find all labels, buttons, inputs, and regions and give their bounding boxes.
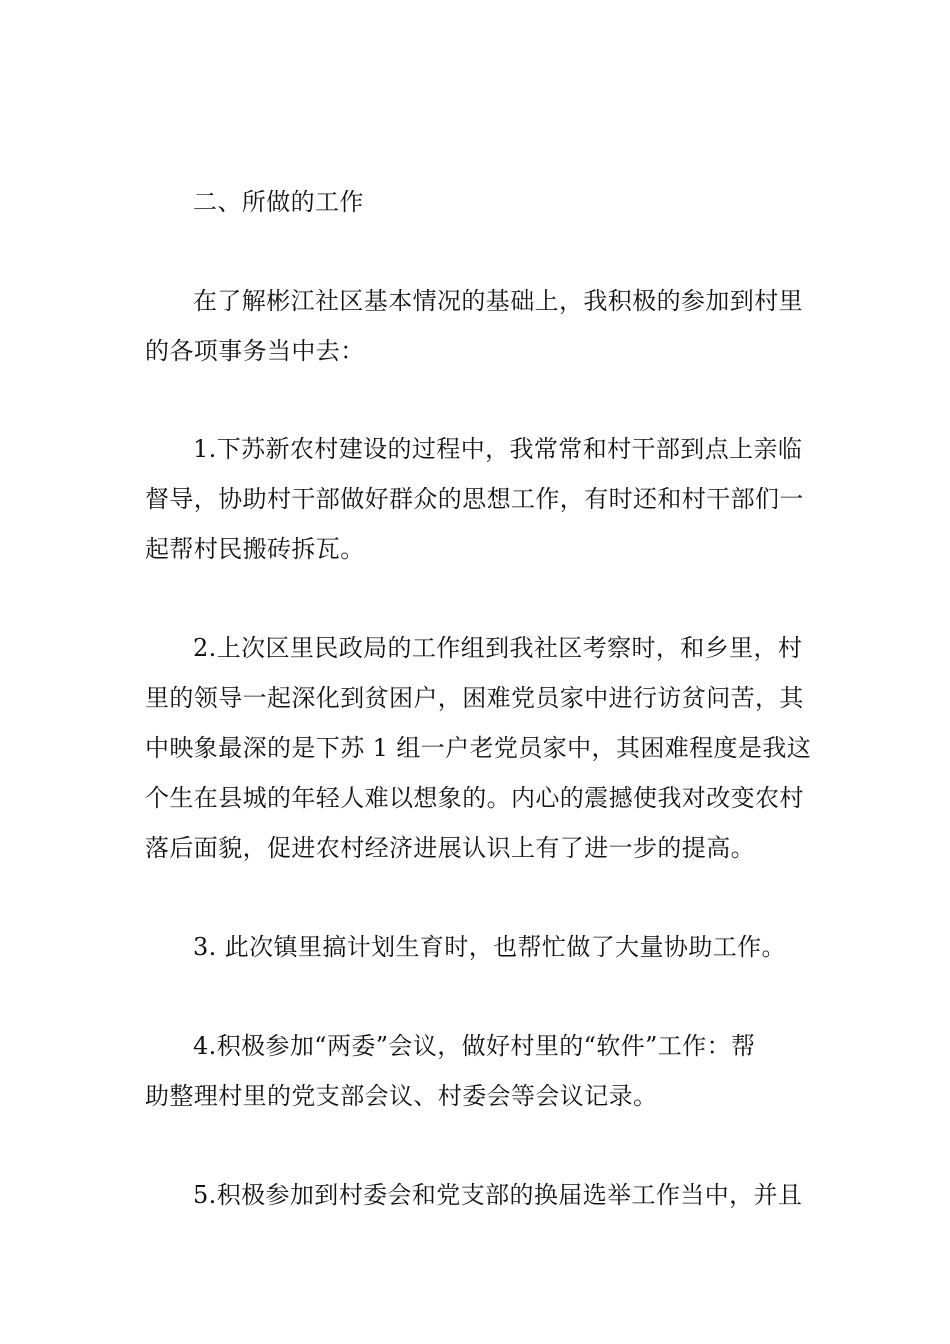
item2-line-5: 落后面貌，促进农村经济进展认识上有了进一步的提高。 (145, 834, 755, 862)
item1-line-1: 1.下苏新农村建设的过程中，我常常和村干部到点上亲临 (193, 435, 803, 463)
item3-line-1: 3. 此次镇里搞计划生育时，也帮忙做了大量协助工作。 (193, 933, 786, 961)
item2-line-3: 中映象最深的是下苏 1 组一户老党员家中，其困难程度是我这 (145, 734, 812, 762)
section-heading: 二、所做的工作 (193, 188, 364, 216)
item4-line-2: 助整理村里的党支部会议、村委会等会议记录。 (145, 1082, 658, 1110)
item2-line-4: 个生在县城的年轻人难以想象的。内心的震撼使我对改变农村 (145, 784, 804, 812)
item2-line-2: 里的领导一起深化到贫困户，困难党员家中进行访贫问苦，其 (145, 684, 804, 712)
item1-line-3: 起帮村民搬砖拆瓦。 (145, 535, 365, 563)
item5-line-1: 5.积极参加到村委会和党支部的换届选举工作当中，并且 (193, 1181, 803, 1209)
item2-line-1: 2.上次区里民政局的工作组到我社区考察时，和乡里，村 (193, 634, 803, 662)
intro-line-2: 的各项事务当中去： (145, 337, 365, 365)
item1-line-2: 督导，协助村干部做好群众的思想工作，有时还和村干部们一 (145, 485, 804, 513)
item4-line-1: 4.积极参加“两委”会议，做好村里的“软件”工作：帮 (193, 1032, 756, 1060)
intro-line-1: 在了解彬江社区基本情况的基础上，我积极的参加到村里 (193, 287, 803, 315)
